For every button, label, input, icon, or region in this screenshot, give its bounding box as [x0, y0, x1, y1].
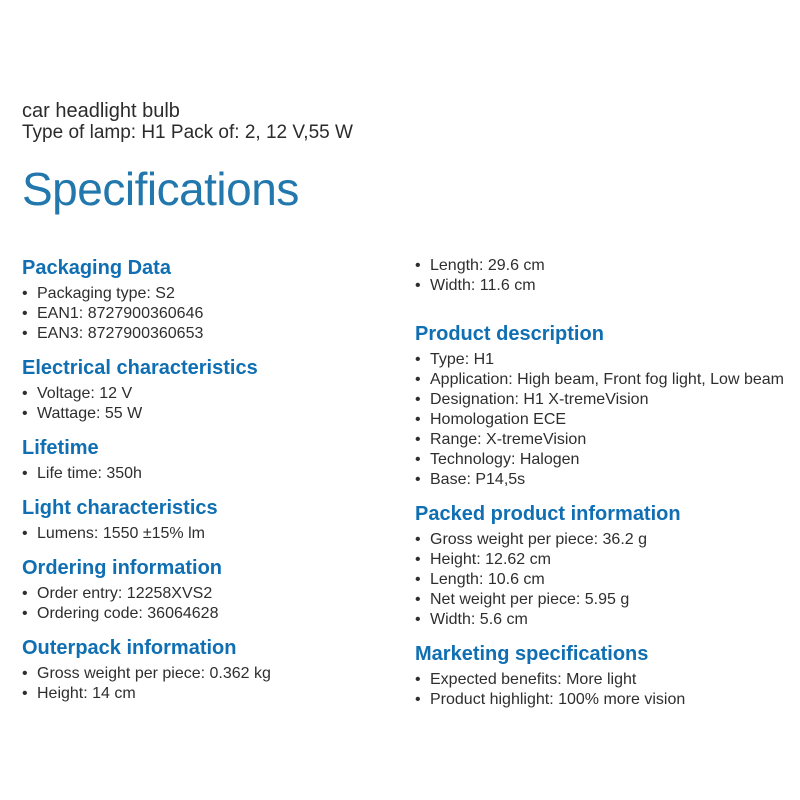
right-column	[415, 256, 792, 722]
bullet-icon: •	[415, 471, 421, 488]
spec-item	[415, 570, 792, 590]
specifications-columns	[22, 256, 792, 722]
bullet-icon: •	[415, 431, 421, 448]
section-heading-product-description: Product description	[415, 323, 604, 345]
spec-item	[22, 324, 394, 344]
spec-item	[22, 404, 394, 424]
spec-item-text: Width: 11.6 cm	[430, 277, 536, 294]
spec-item	[22, 464, 394, 484]
spec-item	[415, 590, 792, 610]
section-lifetime	[22, 436, 394, 484]
bullet-icon: •	[22, 385, 28, 402]
section-heading-outerpack-information: Outerpack information	[22, 637, 237, 659]
section-packaging-data	[22, 256, 394, 344]
section-heading-packaging-data: Packaging Data	[22, 257, 171, 279]
spec-item	[415, 670, 792, 690]
bullet-list	[415, 350, 792, 490]
bullet-icon: •	[415, 611, 421, 628]
spec-item	[22, 384, 394, 404]
bullet-icon: •	[22, 665, 28, 682]
bullet-icon: •	[415, 411, 421, 428]
spec-item-text: Technology: Halogen	[430, 451, 580, 468]
bullet-icon: •	[22, 285, 28, 302]
spec-item	[415, 530, 792, 550]
bullet-icon: •	[415, 531, 421, 548]
bullet-icon: •	[415, 257, 421, 274]
spec-item	[22, 304, 394, 324]
bullet-icon: •	[415, 551, 421, 568]
section-ordering-information	[22, 556, 394, 624]
bullet-icon: •	[22, 605, 28, 622]
page-header	[22, 100, 792, 214]
bullet-list	[22, 464, 394, 484]
section-heading-marketing-specifications: Marketing specifications	[415, 643, 649, 665]
spec-item-text: Order entry: 12258XVS2	[37, 585, 213, 602]
bullet-list	[415, 256, 792, 296]
spec-item	[22, 584, 394, 604]
product-subtitle: Type of lamp: H1 Pack of: 2, 12 V,55 W	[22, 122, 353, 143]
section-marketing-specifications	[415, 642, 792, 710]
page-title: Specifications	[22, 163, 299, 215]
spec-item-text: Lumens: 1550 ±15% lm	[37, 525, 205, 542]
bullet-list	[22, 284, 394, 344]
bullet-icon: •	[22, 325, 28, 342]
bullet-icon: •	[415, 277, 421, 294]
spec-item	[415, 550, 792, 570]
section-heading-ordering-information: Ordering information	[22, 557, 222, 579]
spec-item	[415, 390, 792, 410]
spec-item	[415, 610, 792, 630]
bullet-icon: •	[415, 371, 421, 388]
bullet-list	[22, 524, 394, 544]
bullet-icon: •	[415, 351, 421, 368]
spec-item-text: Type: H1	[430, 351, 495, 368]
spec-item-text: Length: 29.6 cm	[430, 257, 545, 274]
spec-item-text: Height: 12.62 cm	[430, 551, 551, 568]
bullet-icon: •	[22, 525, 28, 542]
product-title: car headlight bulb	[22, 100, 180, 122]
section-product-description	[415, 322, 792, 490]
spec-item-text: Expected benefits: More light	[430, 671, 637, 688]
left-column	[22, 256, 394, 722]
spec-item	[415, 256, 792, 276]
bullet-icon: •	[22, 685, 28, 702]
section-heading-electrical-characteristics: Electrical characteristics	[22, 357, 258, 379]
section-outerpack-information	[22, 636, 394, 704]
bullet-icon: •	[415, 571, 421, 588]
bullet-list	[22, 584, 394, 624]
spec-item-text: Gross weight per piece: 0.362 kg	[37, 665, 271, 682]
spec-item	[415, 276, 792, 296]
spec-item-text: Gross weight per piece: 36.2 g	[430, 531, 648, 548]
bullet-icon: •	[415, 691, 421, 708]
spec-item-text: Base: P14,5s	[430, 471, 526, 488]
spec-item-text: EAN1: 8727900360646	[37, 305, 204, 322]
bullet-list	[415, 670, 792, 710]
spec-item-text: Life time: 350h	[37, 465, 142, 482]
spec-item	[22, 284, 394, 304]
spec-item-text: Designation: H1 X-tremeVision	[430, 391, 649, 408]
bullet-icon: •	[22, 405, 28, 422]
section-untitled	[415, 256, 792, 296]
spec-item-text: Length: 10.6 cm	[430, 571, 545, 588]
section-electrical-characteristics	[22, 356, 394, 424]
spec-item-text: Ordering code: 36064628	[37, 605, 219, 622]
bullet-icon: •	[415, 451, 421, 468]
spec-item-text: Range: X-tremeVision	[430, 431, 587, 448]
bullet-icon: •	[22, 305, 28, 322]
spec-item-text: Net weight per piece: 5.95 g	[430, 591, 630, 608]
spec-item	[415, 690, 792, 710]
section-heading-lifetime: Lifetime	[22, 437, 99, 459]
bullet-list	[415, 530, 792, 630]
bullet-icon: •	[22, 585, 28, 602]
spec-item	[415, 350, 792, 370]
spec-item-text: EAN3: 8727900360653	[37, 325, 204, 342]
spec-item-text: Wattage: 55 W	[37, 405, 143, 422]
spec-item	[22, 684, 394, 704]
spec-item-text: Voltage: 12 V	[37, 385, 133, 402]
bullet-icon: •	[415, 391, 421, 408]
spec-item	[415, 470, 792, 490]
spec-item	[415, 370, 792, 390]
section-light-characteristics	[22, 496, 394, 544]
bullet-list	[22, 664, 394, 704]
spec-item-text: Height: 14 cm	[37, 685, 136, 702]
spec-item	[415, 430, 792, 450]
spec-item-text: Product highlight: 100% more vision	[430, 691, 686, 708]
spec-item	[22, 664, 394, 684]
section-packed-product-information	[415, 502, 792, 630]
bullet-icon: •	[415, 671, 421, 688]
spec-item-text: Width: 5.6 cm	[430, 611, 528, 628]
section-heading-packed-product-information: Packed product information	[415, 503, 681, 525]
spec-item	[22, 524, 394, 544]
bullet-icon: •	[415, 591, 421, 608]
spec-item	[415, 450, 792, 470]
bullet-list	[22, 384, 394, 424]
spec-item	[415, 410, 792, 430]
spec-item-text: Application: High beam, Front fog light, Low beam	[430, 371, 784, 388]
spec-item-text: Homologation ECE	[430, 411, 567, 428]
section-heading-light-characteristics: Light characteristics	[22, 497, 218, 519]
spec-item-text: Packaging type: S2	[37, 285, 175, 302]
bullet-icon: •	[22, 465, 28, 482]
spec-item	[22, 604, 394, 624]
